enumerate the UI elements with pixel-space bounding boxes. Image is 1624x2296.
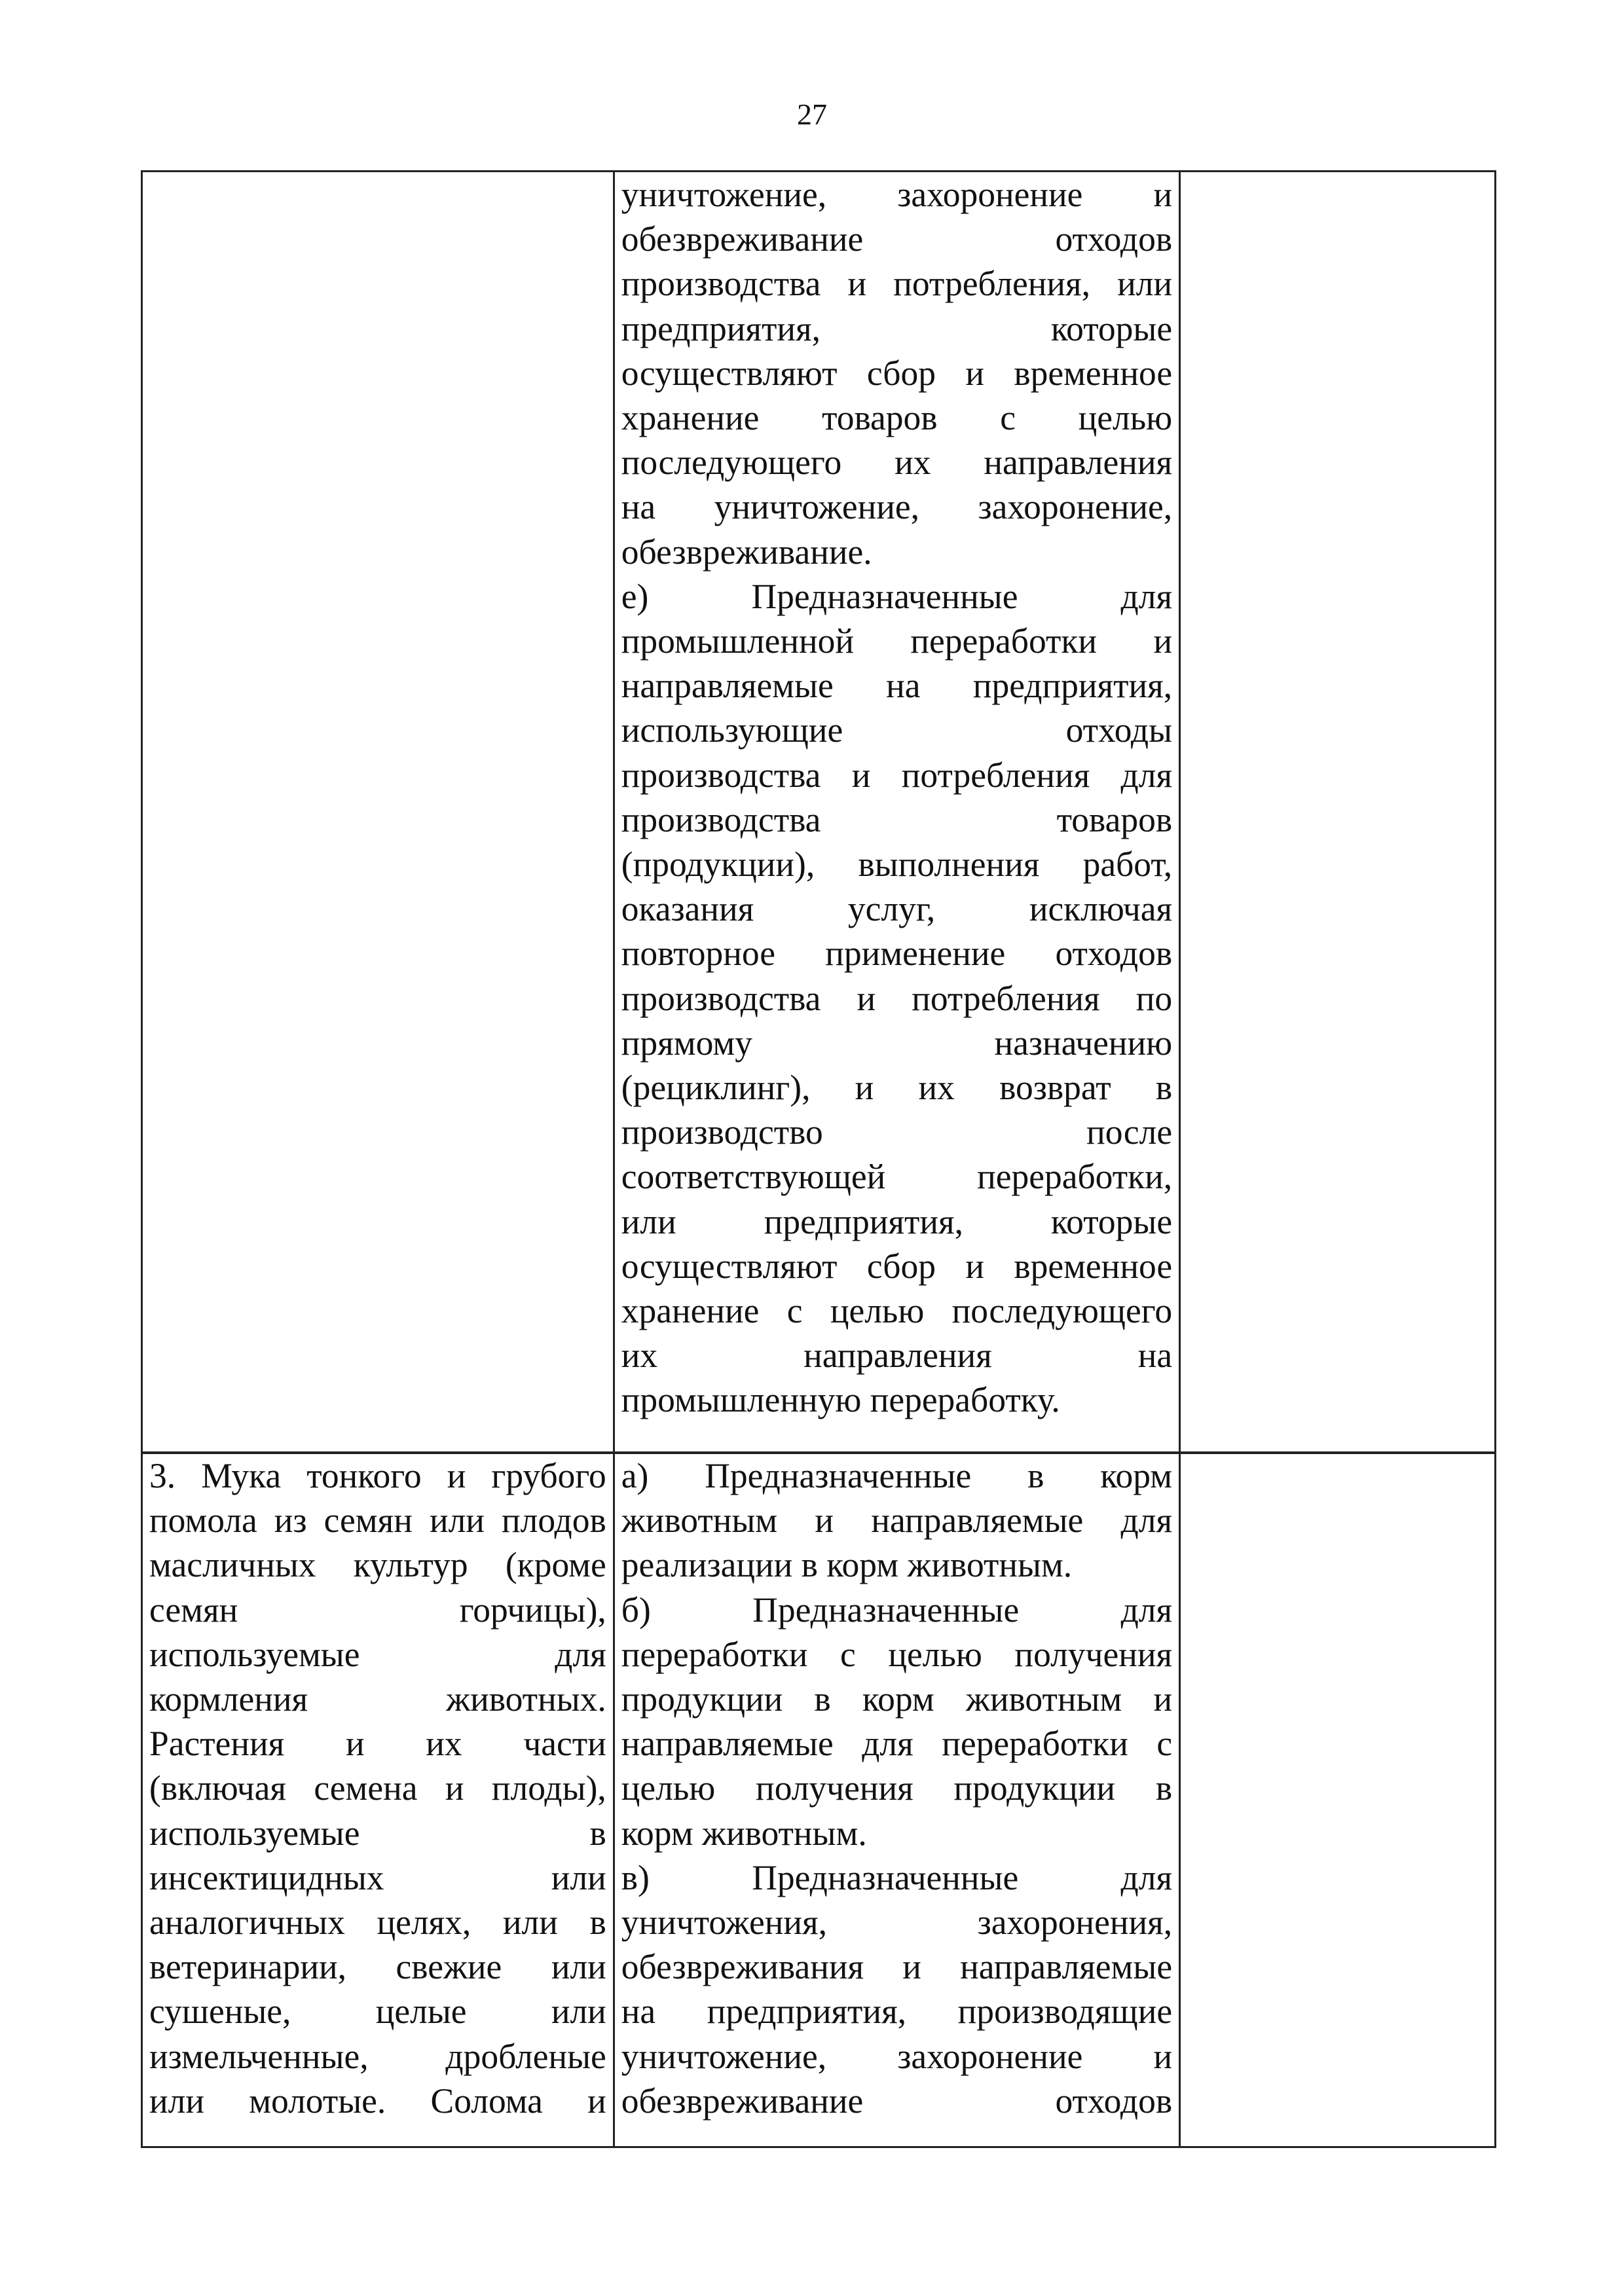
text-line: производства и потребления, или: [621, 264, 1173, 304]
text-line: хранение с целью последующего: [621, 1291, 1173, 1331]
text-line: обезвреживания и направляемые: [621, 1947, 1173, 1987]
text-line: масличных культур (кроме: [149, 1545, 606, 1585]
table-row: [142, 1453, 1496, 2147]
cell-purpose-continued: [614, 172, 1179, 1453]
text-line: е) Предназначенные для: [621, 576, 1173, 616]
text-line: корм животным.: [621, 1813, 867, 1853]
text-line: производство после: [621, 1112, 1173, 1152]
text-line: соответствующей переработки,: [621, 1157, 1173, 1197]
product-lines: [149, 1453, 606, 2123]
purpose-lines: [621, 172, 1172, 1423]
text-line: в) Предназначенные для: [621, 1857, 1173, 1897]
text-line: хранение товаров с целью: [621, 398, 1173, 438]
text-line: осуществляют сбор и временное: [621, 353, 1173, 393]
text-line: обезвреживание отходов: [621, 2081, 1173, 2121]
text-line: уничтожение, захоронение и: [621, 2036, 1173, 2076]
text-line: повторное применение отходов: [621, 934, 1173, 974]
text-line: а) Предназначенные в корм: [621, 1456, 1173, 1495]
text-line: осуществляют сбор и временное: [621, 1246, 1173, 1286]
text-line: предприятия, которые: [621, 308, 1173, 348]
text-line: на уничтожение, захоронение,: [621, 487, 1173, 527]
text-line: инсектицидных или: [149, 1857, 606, 1897]
text-line: оказания услуг, исключая: [621, 889, 1173, 929]
text-line: помола из семян или плодов: [149, 1501, 606, 1540]
text-line: уничтожения, захоронения,: [621, 1903, 1173, 1942]
text-line: используемые для: [149, 1634, 606, 1674]
text-line: сушеные, целые или: [149, 1992, 606, 2032]
text-line: промышленной переработки и: [621, 621, 1173, 661]
text-line: уничтожение, захоронение и: [621, 175, 1173, 214]
text-line: (рециклинг), и их возврат в: [621, 1068, 1173, 1108]
text-line: использующие отходы: [621, 710, 1173, 750]
text-line: или предприятия, которые: [621, 1201, 1173, 1241]
text-line: б) Предназначенные для: [621, 1590, 1173, 1630]
text-line: реализации в корм животным.: [621, 1545, 1073, 1585]
table-row-3: [141, 1451, 1496, 2148]
page-number: 27: [797, 98, 827, 131]
text-line: 3. Мука тонкого и грубого: [149, 1456, 606, 1495]
text-line: аналогичных целях, или в: [149, 1903, 606, 1942]
text-line: обезвреживание отходов: [621, 219, 1173, 259]
purpose-lines: [621, 1453, 1172, 2123]
table-row: [142, 172, 1496, 1453]
text-line: на предприятия, производящие: [621, 1992, 1173, 2032]
cell-third-empty: [1180, 172, 1496, 1453]
text-line: ветеринарии, свежие или: [149, 1947, 606, 1987]
text-line: направляемые на предприятия,: [621, 666, 1173, 706]
cell-product-description: [142, 1453, 614, 2147]
text-line: (включая семена и плоды),: [149, 1768, 606, 1808]
text-line: семян горчицы),: [149, 1590, 606, 1630]
text-line: обезвреживание.: [621, 532, 872, 572]
text-line: переработки с целью получения: [621, 1634, 1173, 1674]
text-line: последующего их направления: [621, 443, 1173, 483]
table-continued-row: [141, 170, 1496, 1454]
cell-product-empty: [142, 172, 614, 1453]
text-line: кормления животных.: [149, 1679, 606, 1719]
cell-third-empty: [1180, 1453, 1496, 2147]
text-line: или молотые. Солома и: [149, 2081, 606, 2121]
text-line: производства и потребления для: [621, 755, 1173, 795]
text-line: измельченные, дробленые: [149, 2036, 606, 2076]
text-line: прямому назначению: [621, 1023, 1173, 1063]
text-line: Растения и их части: [149, 1724, 606, 1764]
text-line: целью получения продукции в: [621, 1768, 1173, 1808]
text-line: их направления на: [621, 1336, 1173, 1376]
text-line: используемые в: [149, 1813, 606, 1853]
cell-purpose: [614, 1453, 1179, 2147]
text-line: направляемые для переработки с: [621, 1724, 1173, 1764]
text-line: животным и направляемые для: [621, 1501, 1173, 1540]
text-line: продукции в корм животным и: [621, 1679, 1173, 1719]
text-line: производства и потребления по: [621, 978, 1173, 1018]
text-line: (продукции), выполнения работ,: [621, 845, 1173, 884]
text-line: производства товаров: [621, 799, 1173, 839]
text-line: промышленную переработку.: [621, 1380, 1060, 1420]
